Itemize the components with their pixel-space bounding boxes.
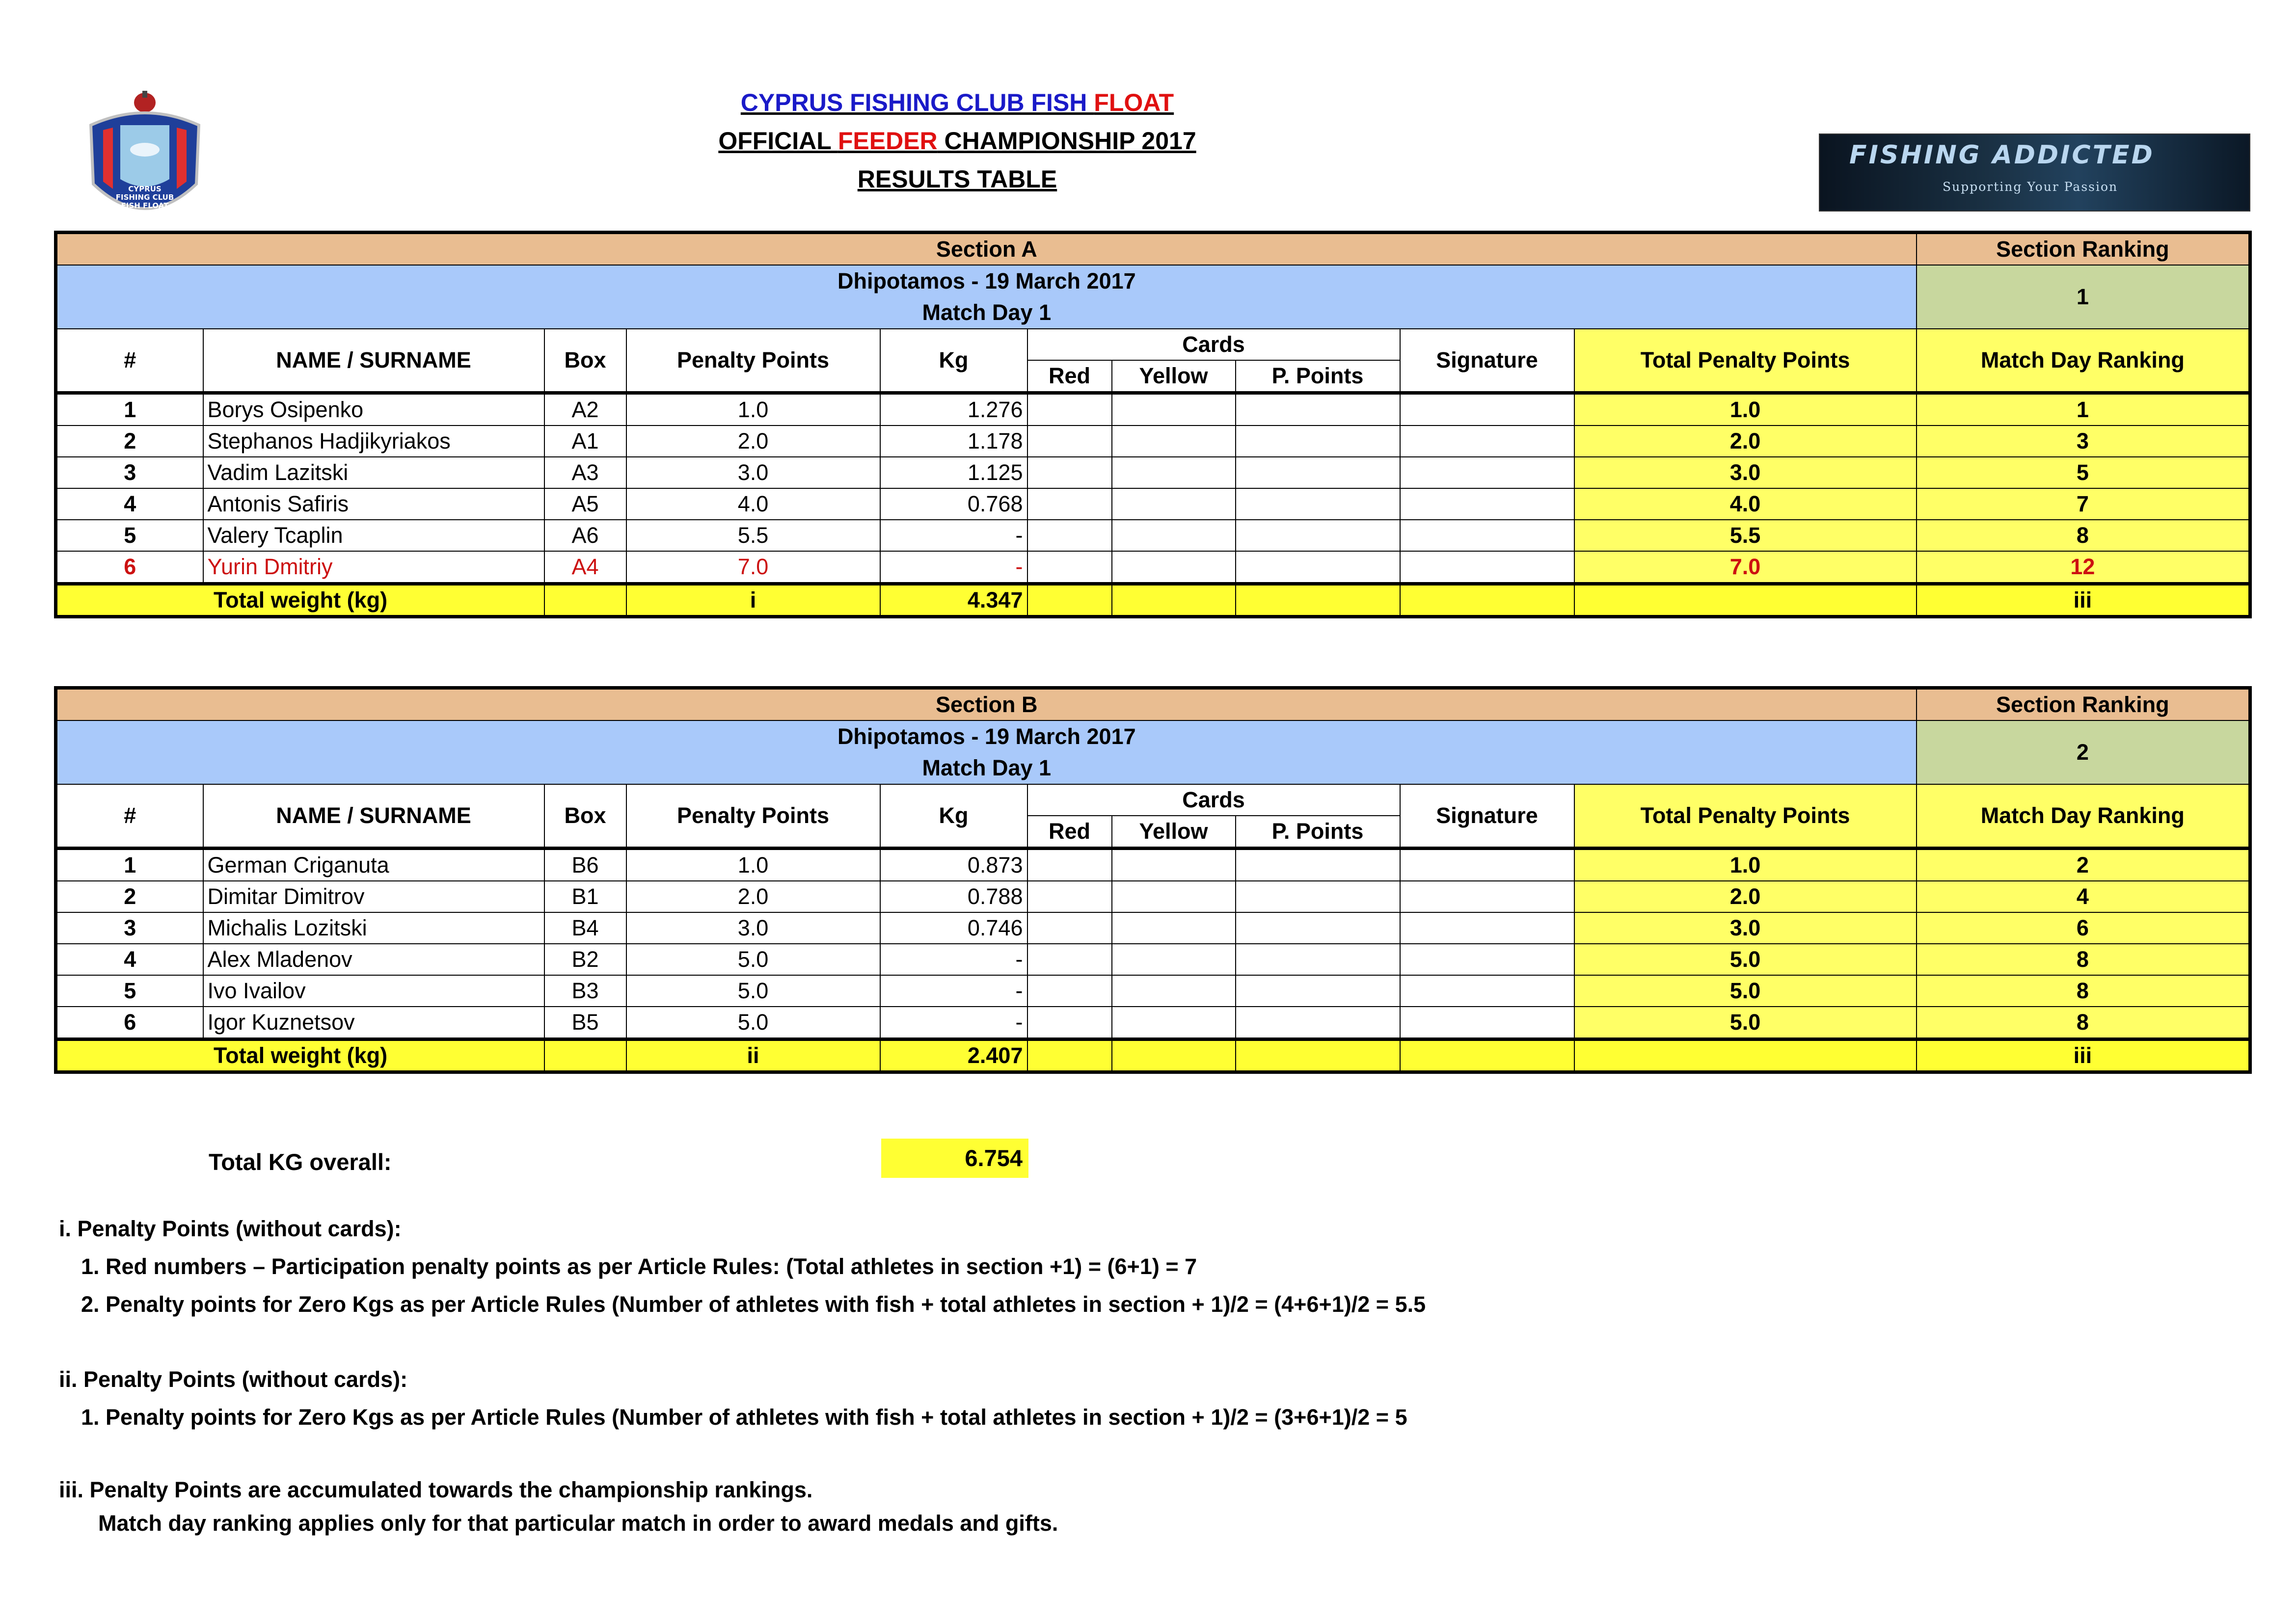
match-day-ranking: 3: [1917, 426, 2250, 457]
box-id: B4: [544, 912, 626, 944]
weight-kg: -: [880, 551, 1027, 584]
col-yellow: Yellow: [1112, 360, 1236, 393]
title-line2-b: FEEDER: [837, 127, 938, 155]
weight-kg: 0.768: [880, 488, 1027, 520]
col-red: Red: [1027, 360, 1112, 393]
club-logo: [83, 91, 206, 228]
col-box: Box: [544, 784, 626, 849]
section-ranking-header: Section Ranking: [1917, 688, 2250, 721]
title-line1-a: CYPRUS FISHING CLUB FISH: [740, 89, 1094, 116]
penalty-points: 4.0: [626, 488, 880, 520]
athlete-name: Stephanos Hadjikyriakos: [203, 426, 544, 457]
red-card-cell: [1027, 393, 1112, 426]
col-ppoints: P. Points: [1236, 360, 1400, 393]
box-id: A1: [544, 426, 626, 457]
athlete-name: Antonis Safiris: [203, 488, 544, 520]
match-day-ranking: 8: [1917, 1007, 2250, 1039]
red-card-cell: [1027, 975, 1112, 1007]
box-id: A5: [544, 488, 626, 520]
match-day-ranking: 2: [1917, 849, 2250, 881]
match-day: Match Day 1: [922, 755, 1052, 780]
athlete-name: Alex Mladenov: [203, 944, 544, 975]
note-iii-2: Match day ranking applies only for that particular match in order to award medals and gifts.: [98, 1511, 1058, 1536]
penalty-points: 5.5: [626, 520, 880, 551]
total-note-ref: ii: [626, 1039, 880, 1072]
total-empty: [1112, 1039, 1236, 1072]
match-day-ranking: 1: [1917, 393, 2250, 426]
card-points-cell: [1236, 457, 1400, 488]
club-logo-line3: FISH FLOAT: [121, 201, 169, 210]
athlete-name: German Criganuta: [203, 849, 544, 881]
weight-kg: -: [880, 975, 1027, 1007]
weight-kg: 1.178: [880, 426, 1027, 457]
col-penalty: Penalty Points: [626, 329, 880, 393]
total-empty: [1400, 584, 1574, 617]
total-penalty-points: 5.5: [1574, 520, 1917, 551]
weight-kg: 1.276: [880, 393, 1027, 426]
card-points-cell: [1236, 488, 1400, 520]
col-cards: Cards: [1027, 329, 1400, 360]
athlete-name: Borys Osipenko: [203, 393, 544, 426]
section-table: [54, 686, 2252, 1074]
total-note-ref: i: [626, 584, 880, 617]
athlete-name: Vadim Lazitski: [203, 457, 544, 488]
col-match-rank: Match Day Ranking: [1917, 784, 2250, 849]
box-id: A3: [544, 457, 626, 488]
note-ii-title: ii. Penalty Points (without cards):: [59, 1367, 408, 1392]
sponsor-logo-title: FISHING ADDICTED: [1849, 140, 2155, 170]
signature-cell: [1400, 551, 1574, 584]
box-id: B3: [544, 975, 626, 1007]
weight-kg: -: [880, 520, 1027, 551]
col-ppoints: P. Points: [1236, 816, 1400, 849]
athlete-name: Dimitar Dimitrov: [203, 881, 544, 912]
table-row: [56, 393, 2250, 426]
penalty-points: 5.0: [626, 1007, 880, 1039]
penalty-points: 7.0: [626, 551, 880, 584]
yellow-card-cell: [1112, 488, 1236, 520]
athlete-name: Michalis Lozitski: [203, 912, 544, 944]
signature-cell: [1400, 426, 1574, 457]
row-number: 3: [56, 457, 203, 488]
table-row: [56, 1007, 2250, 1039]
venue-date: Dhipotamos - 19 March 2017: [837, 268, 1136, 293]
table-row: [56, 912, 2250, 944]
yellow-card-cell: [1112, 457, 1236, 488]
weight-kg: -: [880, 1007, 1027, 1039]
total-empty: [1112, 584, 1236, 617]
col-kg: Kg: [880, 329, 1027, 393]
total-penalty-points: 2.0: [1574, 426, 1917, 457]
total-weight-label: [56, 1039, 544, 1072]
sponsor-logo: [1819, 133, 2250, 212]
col-num: #: [56, 329, 203, 393]
weight-kg: -: [880, 944, 1027, 975]
table-row: [56, 520, 2250, 551]
yellow-card-cell: [1112, 551, 1236, 584]
row-number: 6: [56, 1007, 203, 1039]
row-number: 2: [56, 426, 203, 457]
col-match-rank: Match Day Ranking: [1917, 329, 2250, 393]
col-kg: Kg: [880, 784, 1027, 849]
box-id: A6: [544, 520, 626, 551]
signature-cell: [1400, 488, 1574, 520]
weight-kg: 0.873: [880, 849, 1027, 881]
yellow-card-cell: [1112, 881, 1236, 912]
section-rank-value: 2: [1917, 720, 2250, 784]
row-number: 5: [56, 975, 203, 1007]
red-card-cell: [1027, 1007, 1112, 1039]
page-title: [491, 83, 1424, 198]
note-iii-1: iii. Penalty Points are accumulated towards the championship rankings.: [59, 1477, 813, 1502]
weight-kg: 0.746: [880, 912, 1027, 944]
table-row: [56, 426, 2250, 457]
yellow-card-cell: [1112, 426, 1236, 457]
match-day-ranking: 8: [1917, 520, 2250, 551]
red-card-cell: [1027, 881, 1112, 912]
penalty-points: 1.0: [626, 849, 880, 881]
col-name: NAME / SURNAME: [203, 784, 544, 849]
card-points-cell: [1236, 426, 1400, 457]
club-logo-line4: 2009: [135, 211, 154, 218]
row-number: 1: [56, 393, 203, 426]
red-card-cell: [1027, 551, 1112, 584]
total-penalty-points: 2.0: [1574, 881, 1917, 912]
signature-cell: [1400, 457, 1574, 488]
card-points-cell: [1236, 393, 1400, 426]
penalty-points: 3.0: [626, 912, 880, 944]
total-penalty-points: 3.0: [1574, 912, 1917, 944]
section-title: Section A: [56, 233, 1917, 266]
yellow-card-cell: [1112, 849, 1236, 881]
yellow-card-cell: [1112, 393, 1236, 426]
yellow-card-cell: [1112, 912, 1236, 944]
box-id: A2: [544, 393, 626, 426]
red-card-cell: [1027, 488, 1112, 520]
total-penalty-points: 5.0: [1574, 944, 1917, 975]
section-rank-value: 1: [1917, 265, 2250, 329]
total-empty: [544, 1039, 626, 1072]
signature-cell: [1400, 1007, 1574, 1039]
box-id: B5: [544, 1007, 626, 1039]
athlete-name: Ivo Ivailov: [203, 975, 544, 1007]
title-line3: RESULTS TABLE: [857, 165, 1057, 193]
match-day-ranking: 4: [1917, 881, 2250, 912]
club-logo-line2: FISHING CLUB: [115, 193, 174, 202]
box-id: B6: [544, 849, 626, 881]
total-empty: [1574, 584, 1917, 617]
total-empty: [1027, 1039, 1112, 1072]
red-card-cell: [1027, 912, 1112, 944]
penalty-points: 3.0: [626, 457, 880, 488]
note-ii-1: 1. Penalty points for Zero Kgs as per Article Rules (Number of athletes with fish + total athletes in section + 1)/2 = (3+6+1)/2 = 5: [81, 1405, 1407, 1430]
section-table: [54, 231, 2252, 618]
penalty-points: 2.0: [626, 881, 880, 912]
sponsor-logo-subtitle: Supporting Your Passion: [1943, 180, 2118, 194]
row-number: 4: [56, 944, 203, 975]
col-total-penalty: Total Penalty Points: [1574, 784, 1917, 849]
row-number: 6: [56, 551, 203, 584]
box-id: A4: [544, 551, 626, 584]
total-penalty-points: 4.0: [1574, 488, 1917, 520]
col-name: NAME / SURNAME: [203, 329, 544, 393]
box-id: B1: [544, 881, 626, 912]
venue-date: Dhipotamos - 19 March 2017: [837, 724, 1136, 749]
match-day-ranking: 8: [1917, 975, 2250, 1007]
athlete-name: Yurin Dmitriy: [203, 551, 544, 584]
match-day-ranking: 6: [1917, 912, 2250, 944]
match-day-ranking: 12: [1917, 551, 2250, 584]
col-signature: Signature: [1400, 784, 1574, 849]
signature-cell: [1400, 912, 1574, 944]
penalty-points: 2.0: [626, 426, 880, 457]
athlete-name: Valery Tcaplin: [203, 520, 544, 551]
table-row: [56, 975, 2250, 1007]
col-yellow: Yellow: [1112, 816, 1236, 849]
total-weight-text: Total weight (kg): [214, 587, 388, 612]
total-empty: [1574, 1039, 1917, 1072]
col-signature: Signature: [1400, 329, 1574, 393]
total-penalty-points: 1.0: [1574, 849, 1917, 881]
table-row: [56, 881, 2250, 912]
col-num: #: [56, 784, 203, 849]
row-number: 3: [56, 912, 203, 944]
signature-cell: [1400, 393, 1574, 426]
card-points-cell: [1236, 520, 1400, 551]
red-card-cell: [1027, 944, 1112, 975]
total-weight-text: Total weight (kg): [214, 1043, 388, 1068]
total-penalty-points: 5.0: [1574, 1007, 1917, 1039]
col-penalty: Penalty Points: [626, 784, 880, 849]
penalty-points: 5.0: [626, 944, 880, 975]
table-row: [56, 551, 2250, 584]
card-points-cell: [1236, 912, 1400, 944]
title-line2-c: CHAMPIONSHIP 2017: [937, 127, 1196, 155]
table-row: [56, 488, 2250, 520]
venue-cell: [56, 265, 1917, 329]
penalty-points: 1.0: [626, 393, 880, 426]
total-empty: [1027, 584, 1112, 617]
total-empty: [1236, 1039, 1400, 1072]
box-id: B2: [544, 944, 626, 975]
total-rank-note-ref: iii: [1917, 584, 2250, 617]
row-number: 1: [56, 849, 203, 881]
match-day: Match Day 1: [922, 300, 1052, 325]
total-empty: [544, 584, 626, 617]
total-kg-overall-label: Total KG overall:: [209, 1149, 392, 1175]
note-i-title: i. Penalty Points (without cards):: [59, 1216, 402, 1241]
total-weight-value: 2.407: [880, 1039, 1027, 1072]
red-card-cell: [1027, 457, 1112, 488]
table-row: [56, 944, 2250, 975]
total-kg-overall-value: 6.754: [881, 1139, 1028, 1178]
total-weight-value: 4.347: [880, 584, 1027, 617]
section-title: Section B: [56, 688, 1917, 721]
athlete-name: Igor Kuznetsov: [203, 1007, 544, 1039]
signature-cell: [1400, 520, 1574, 551]
row-number: 4: [56, 488, 203, 520]
col-box: Box: [544, 329, 626, 393]
total-rank-note-ref: iii: [1917, 1039, 2250, 1072]
match-day-ranking: 8: [1917, 944, 2250, 975]
signature-cell: [1400, 881, 1574, 912]
red-card-cell: [1027, 426, 1112, 457]
col-red: Red: [1027, 816, 1112, 849]
signature-cell: [1400, 849, 1574, 881]
red-card-cell: [1027, 520, 1112, 551]
total-penalty-points: 1.0: [1574, 393, 1917, 426]
weight-kg: 1.125: [880, 457, 1027, 488]
note-i-1: 1. Red numbers – Participation penalty points as per Article Rules: (Total athletes in section +1) = (6+1) = 7: [81, 1254, 1197, 1279]
yellow-card-cell: [1112, 944, 1236, 975]
yellow-card-cell: [1112, 975, 1236, 1007]
col-cards: Cards: [1027, 784, 1400, 816]
yellow-card-cell: [1112, 520, 1236, 551]
card-points-cell: [1236, 1007, 1400, 1039]
total-empty: [1236, 584, 1400, 617]
red-card-cell: [1027, 849, 1112, 881]
title-line2-a: OFFICIAL: [718, 127, 838, 155]
col-total-penalty: Total Penalty Points: [1574, 329, 1917, 393]
table-row: [56, 849, 2250, 881]
section-ranking-header: Section Ranking: [1917, 233, 2250, 266]
signature-cell: [1400, 975, 1574, 1007]
total-weight-label: [56, 584, 544, 617]
club-logo-line1: CYPRUS: [128, 185, 162, 193]
card-points-cell: [1236, 944, 1400, 975]
yellow-card-cell: [1112, 1007, 1236, 1039]
total-penalty-points: 5.0: [1574, 975, 1917, 1007]
card-points-cell: [1236, 975, 1400, 1007]
note-i-2: 2. Penalty points for Zero Kgs as per Article Rules (Number of athletes with fish + total athletes in section + 1)/2 = (4+6+1)/2 = 5.5: [81, 1292, 1426, 1317]
venue-cell: [56, 720, 1917, 784]
weight-kg: 0.788: [880, 881, 1027, 912]
card-points-cell: [1236, 551, 1400, 584]
total-penalty-points: 7.0: [1574, 551, 1917, 584]
title-line1-b: FLOAT: [1094, 89, 1174, 116]
row-number: 5: [56, 520, 203, 551]
signature-cell: [1400, 944, 1574, 975]
card-points-cell: [1236, 881, 1400, 912]
match-day-ranking: 7: [1917, 488, 2250, 520]
total-empty: [1400, 1039, 1574, 1072]
table-row: [56, 457, 2250, 488]
row-number: 2: [56, 881, 203, 912]
total-penalty-points: 3.0: [1574, 457, 1917, 488]
penalty-points: 5.0: [626, 975, 880, 1007]
match-day-ranking: 5: [1917, 457, 2250, 488]
card-points-cell: [1236, 849, 1400, 881]
